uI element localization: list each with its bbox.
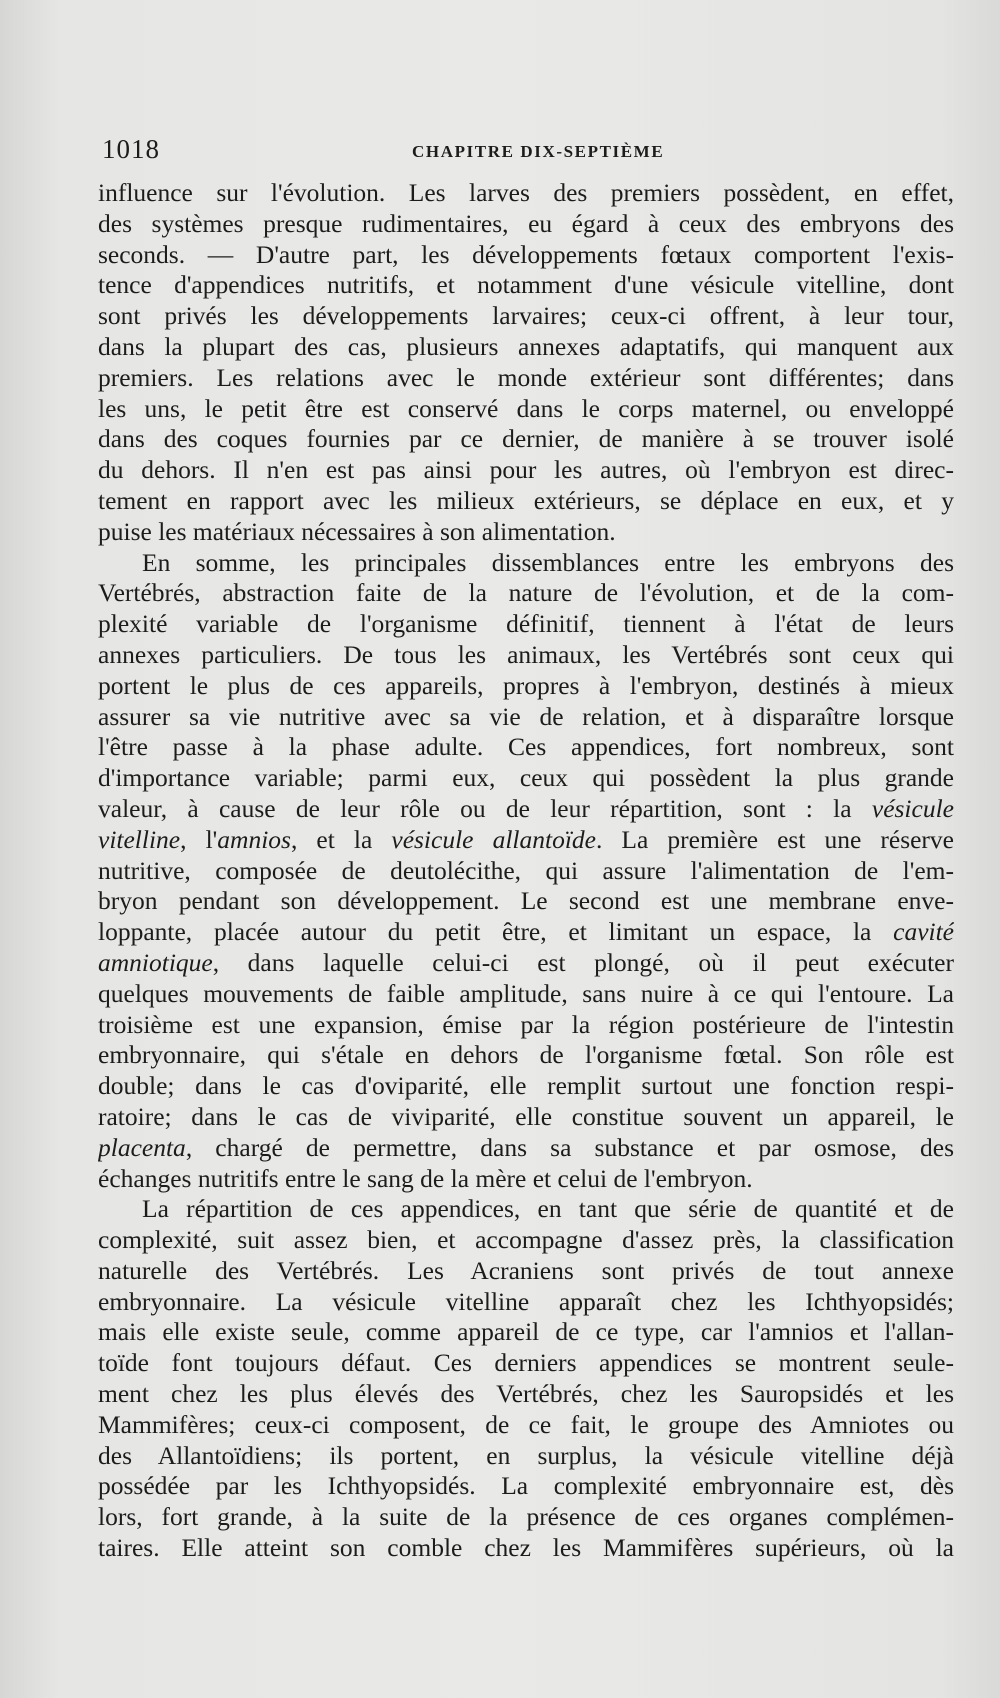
text-line: bryon pendant son développement. Le second est une membrane enve- — [98, 886, 954, 916]
text-line — [98, 825, 954, 856]
text-span: . La première est une réserve — [595, 824, 954, 854]
text-line: embryonnaire, qui s'étale en dehors de l'organisme fœtal. Son rôle est — [98, 1040, 954, 1070]
page-header — [102, 134, 962, 164]
text-span: , chargé de permettre, dans sa substance et par osmose, des — [185, 1132, 954, 1162]
text-line: lors, fort grande, à la suite de la présence de ces organes complémen- — [98, 1502, 954, 1532]
text-line: tement en rapport avec les milieux extérieurs, se déplace en eux, et y — [98, 485, 954, 515]
italic-term: amniotique — [98, 947, 213, 977]
text-line: La répartition de ces appendices, en tant que série de quantité et de — [142, 1194, 954, 1224]
italic-term: cavité — [893, 917, 954, 947]
text-line: double; dans le cas d'oviparité, elle remplit surtout une fonction respi- — [98, 1071, 954, 1101]
text-line: des Allantoïdiens; ils portent, en surplus, la vésicule vitelline déjà — [98, 1440, 954, 1470]
text-line: troisième est une expansion, émise par la région postérieure de l'intestin — [98, 1009, 954, 1039]
body-text — [98, 178, 954, 1564]
text-span: valeur, à cause de leur rôle ou de leur répartition, sont : la — [98, 793, 872, 823]
text-line: embryonnaire. La vésicule vitelline apparaît chez les Ichthyopsidés; — [98, 1286, 954, 1316]
text-line: ment chez les plus élevés des Vertébrés, chez les Sauropsidés et les — [98, 1379, 954, 1409]
text-line: Mammifères; ceux-ci composent, de ce fait, le groupe des Amniotes ou — [98, 1409, 954, 1439]
italic-term: placenta — [98, 1132, 186, 1162]
running-head: CHAPITRE DIX-SEPTIÈME — [412, 142, 665, 161]
text-line: plexité variable de l'organisme définitif, tiennent à l'état de leurs — [98, 609, 954, 639]
text-span: , dans laquelle celui-ci est plongé, où il peut exécuter — [212, 947, 954, 977]
text-line: dans la plupart des cas, plusieurs annexes adaptatifs, qui manquent aux — [98, 331, 954, 361]
text-line: des systèmes presque rudimentaires, eu égard à ceux des embryons des — [98, 208, 954, 238]
text-line: seconds. — D'autre part, les développements fœtaux comportent l'exis- — [98, 239, 954, 269]
text-line: premiers. Les relations avec le monde extérieur sont différentes; dans — [98, 362, 954, 392]
text-line: tence d'appendices nutritifs, et notamment d'une vésicule vitelline, dont — [98, 270, 954, 300]
text-line: naturelle des Vertébrés. Les Acraniens sont privés de tout annexe — [98, 1255, 954, 1285]
text-line — [98, 917, 954, 948]
italic-term: vésicule — [871, 793, 954, 823]
text-line: complexité, suit assez bien, et accompagne d'assez près, la classification — [98, 1225, 954, 1255]
text-line: annexes particuliers. De tous les animaux, les Vertébrés sont ceux qui — [98, 639, 954, 669]
page-number: 1018 — [102, 134, 160, 164]
text-line — [98, 794, 954, 825]
text-line: quelques mouvements de faible amplitude, sans nuire à ce qui l'entoure. La — [98, 978, 954, 1008]
text-line: nutritive, composée de deutolécithe, qui assure l'alimentation de l'em- — [98, 855, 954, 885]
text-line: taires. Elle atteint son comble chez les Mammifères supérieurs, où la — [98, 1533, 954, 1563]
text-line: portent le plus de ces appareils, propres à l'embryon, destinés à mieux — [98, 670, 954, 700]
text-line: mais elle existe seule, comme appareil de ce type, car l'amnios et l'allan- — [98, 1317, 954, 1347]
text-line: toïde font toujours défaut. Ces derniers appendices se montrent seule- — [98, 1348, 954, 1378]
text-line: influence sur l'évolution. Les larves des premiers possèdent, en effet, — [98, 178, 954, 207]
italic-term: amnios — [217, 824, 291, 854]
text-line: l'être passe à la phase adulte. Ces appendices, fort nombreux, sont — [98, 732, 954, 762]
text-line: En somme, les principales dissemblances entre les embryons des — [142, 547, 954, 577]
text-line: possédée par les Ichthyopsidés. La complexité embryonnaire est, dès — [98, 1471, 954, 1501]
text-line: ratoire; dans le cas de viviparité, elle constitue souvent un appareil, le — [98, 1101, 954, 1131]
text-line: les uns, le petit être est conservé dans le corps maternel, ou enveloppé — [98, 393, 954, 423]
italic-term: vésicule allantoïde — [391, 824, 596, 854]
text-line: puise les matériaux nécessaires à son alimentation. — [98, 516, 616, 546]
text-span: , et la — [290, 824, 392, 854]
italic-term: vitelline — [98, 824, 181, 854]
text-span: , l' — [180, 824, 218, 854]
text-line — [98, 1133, 954, 1164]
text-span: loppante, placée autour du petit être, et limitant un espace, la — [98, 917, 894, 947]
text-line: Vertébrés, abstraction faite de la nature de l'évolution, et de la com- — [98, 578, 954, 608]
text-line: sont privés les développements larvaires; ceux-ci offrent, à leur tour, — [98, 301, 954, 331]
text-line: du dehors. Il n'en est pas ainsi pour les autres, où l'embryon est direc- — [98, 455, 954, 485]
text-line: assurer sa vie nutritive avec sa vie de relation, et à disparaître lorsque — [98, 701, 954, 731]
text-line — [98, 948, 954, 979]
text-line: d'importance variable; parmi eux, ceux qui possèdent la plus grande — [98, 763, 954, 793]
text-line: dans des coques fournies par ce dernier, de manière à se trouver isolé — [98, 424, 954, 454]
text-line: échanges nutritifs entre le sang de la mère et celui de l'embryon. — [98, 1163, 753, 1193]
